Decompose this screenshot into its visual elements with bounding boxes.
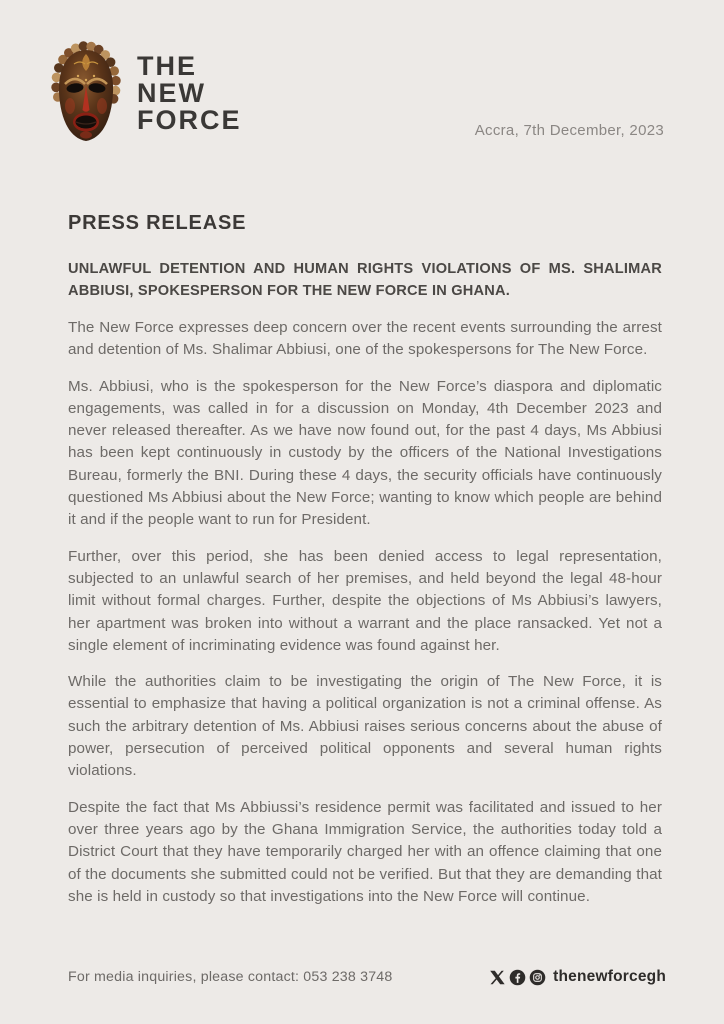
contact-info: For media inquiries, please contact: 053 238 3748: [68, 969, 393, 985]
document-body: [68, 212, 662, 922]
brand-logo: [48, 40, 242, 146]
instagram-icon[interactable]: [529, 969, 546, 986]
dateline: Accra, 7th December, 2023: [474, 122, 664, 139]
headline: UNLAWFUL DETENTION AND HUMAN RIGHTS VIOLATIONS OF MS. SHALIMAR ABBIUSI, SPOKESPERSON FOR THE NEW FORCE IN GHANA.: [68, 261, 662, 299]
footer: [68, 968, 666, 986]
brand-line-2: NEW: [137, 77, 206, 108]
social-links: [489, 968, 666, 986]
african-mask-icon: [48, 40, 124, 146]
paragraph-4: While the authorities claim to be investigating the origin of The New Force, it is essential to emphasize that having a political organization is not a criminal offense. As such the arbitrary detention of Ms. Abbiusi raises serious concerns about the abuse of power, persecution of perceived political opponents and several human rights violations.: [68, 673, 662, 780]
facebook-icon[interactable]: [509, 969, 526, 986]
paragraph-2: Ms. Abbiusi, who is the spokesperson for the New Force’s diaspora and diplomatic engagements, was called in for a discussion on Monday, 4th December 2023 and never released thereafter. As we have now found out, for the past 4 days, Ms Abbiusi has been kept continuously in custody by the officers of the National Investigations Bureau, formerly the BNI. During these 4 days, the security officials have continuously questioned Ms Abbiusi about the New Force; wanting to know which people are behind it and if the people want to run for President.: [68, 377, 662, 529]
paragraph-5: Despite the fact that Ms Abbiussi’s residence permit was facilitated and issued to her over three years ago by the Ghana Immigration Service, the authorities today told a District Court that they have temporarily charged her with an offence claiming that one of the documents she submitted could not be verified. But that they are demanding that she is held in custody so that investigations into the New Force will continue.: [68, 798, 662, 905]
paragraph-3: Further, over this period, she has been denied access to legal representation, subjected to an unlawful search of her premises, and held beyond the legal 48-hour limit without formal charges. Further, despite the objections of Ms Abbiusi’s lawyers, her apartment was broken into without a warrant and the place ransacked. Yet not a single element of incriminating evidence was found against her.: [68, 547, 662, 654]
page-title: PRESS RELEASE: [68, 212, 247, 234]
brand-line-1: THE: [137, 50, 197, 81]
x-icon[interactable]: [489, 969, 506, 986]
brand-line-3: FORCE: [137, 104, 242, 135]
social-handle[interactable]: thenewforcegh: [553, 968, 666, 985]
brand-wordmark: [137, 50, 242, 135]
paragraph-1: The New Force expresses deep concern over the recent events surrounding the arrest and detention of Ms. Shalimar Abbiusi, one of the spokespersons for The New Force.: [68, 319, 662, 359]
